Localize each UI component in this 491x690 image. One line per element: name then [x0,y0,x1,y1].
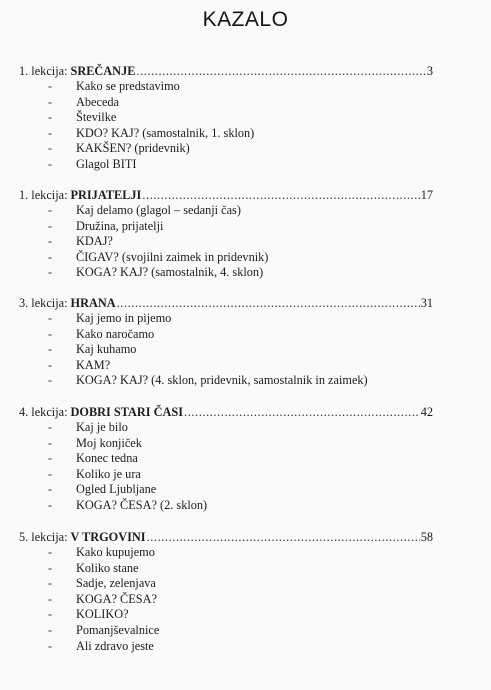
bullet-dash: - [48,622,53,637]
bullet-dash: - [48,435,53,450]
lesson-heading[interactable] [19,405,433,420]
lesson-name: HRANA [70,296,116,310]
lesson-page-number: 17 [420,188,433,202]
lesson-page-number: 58 [420,530,433,544]
topic-label: ČIGAV? (svojilni zaimek in pridevnik) [76,249,269,264]
topic-label: Številke [76,110,117,125]
bullet-dash: - [48,79,53,93]
lesson-page-number: 42 [420,405,433,419]
lesson-name: V TRGOVINI [70,530,146,544]
lesson-block [19,405,433,514]
lesson-block [19,64,433,173]
bullet-dash: - [48,638,53,653]
topic-label: Ali zdravo jeste [76,638,154,653]
topic-label: Pomanjševalnice [76,622,160,637]
topic-label: KDO? KAJ? (samostalnik, 1. sklon) [76,125,255,140]
topic-label: Družina, prijatelji [76,218,164,233]
page-title: KAZALO [202,8,289,31]
lesson-number: 3. lekcija: [19,296,68,310]
bullet-dash: - [48,497,53,512]
list-item [19,141,433,157]
topic-label: Moj konjiček [76,435,142,450]
list-item [19,219,433,235]
dot-leader [117,296,420,311]
lesson-heading[interactable] [19,64,433,79]
topic-list [19,420,433,514]
bullet-dash: - [48,265,53,280]
lesson-heading[interactable] [19,530,433,545]
list-item [19,451,433,467]
lesson-heading[interactable] [19,296,433,311]
bullet-dash: - [48,607,53,622]
bullet-dash: - [48,482,53,497]
bullet-dash: - [48,110,53,125]
topic-list [19,311,433,389]
list-item [19,436,433,452]
lesson-block [19,188,433,281]
topic-label: Kako kupujemo [76,545,155,559]
lesson-heading[interactable] [19,188,433,203]
topic-label: Koliko je ura [76,466,141,481]
list-item [19,561,433,577]
topic-label: KAM? [76,357,111,372]
lesson-block [19,530,433,654]
topic-label: KAKŠEN? (pridevnik) [76,141,190,156]
lesson-page-number: 3 [426,64,433,78]
bullet-dash: - [48,451,53,466]
topic-label: KOGA? KAJ? (4. sklon, pridevnik, samostalnik in zaimek) [76,373,368,388]
topic-label: Kaj delamo (glagol – sedanji čas) [76,203,241,217]
list-item [19,639,433,655]
topic-label: Kaj kuhamo [76,342,137,357]
list-item [19,234,433,250]
dot-leader [184,405,420,420]
dot-leader [136,64,425,79]
topic-label: Kako naročamo [76,326,155,341]
list-item [19,592,433,608]
list-item [19,327,433,343]
topic-list [19,545,433,654]
list-item [19,311,433,327]
topic-label: KOGA? KAJ? (samostalnik, 4. sklon) [76,265,264,280]
topic-label: Kako se predstavimo [76,79,180,93]
list-item [19,420,433,436]
bullet-dash: - [48,560,53,575]
list-item [19,498,433,514]
list-item [19,607,433,623]
list-item [19,623,433,639]
bullet-dash: - [48,125,53,140]
list-item [19,482,433,498]
list-item [19,250,433,266]
topic-label: Ogled Ljubljane [76,482,157,497]
bullet-dash: - [48,326,53,341]
bullet-dash: - [48,311,53,325]
topic-label: Konec tedna [76,451,138,466]
list-item [19,265,433,281]
bullet-dash: - [48,420,53,434]
list-item [19,203,433,219]
bullet-dash: - [48,545,53,559]
list-item [19,373,433,389]
bullet-dash: - [48,342,53,357]
bullet-dash: - [48,203,53,217]
lesson-page-number: 31 [420,296,433,310]
topic-label: Kaj je bilo [76,420,128,434]
topic-list [19,79,433,173]
lesson-name: SREČANJE [70,64,136,78]
bullet-dash: - [48,141,53,156]
topic-label: KOGA? ČESA? (2. sklon) [76,497,208,512]
bullet-dash: - [48,373,53,388]
list-item [19,358,433,374]
topic-list [19,203,433,281]
list-item [19,157,433,173]
lesson-name: DOBRI STARI ČASI [70,405,184,419]
list-item [19,467,433,483]
topic-label: Sadje, zelenjava [76,576,156,591]
bullet-dash: - [48,218,53,233]
lesson-number: 4. lekcija: [19,405,68,419]
topic-label: Koliko stane [76,560,139,575]
topic-label: Abeceda [76,94,120,109]
bullet-dash: - [48,357,53,372]
dot-leader [147,530,420,545]
topic-label: Kaj jemo in pijemo [76,311,172,325]
lesson-name: PRIJATELJI [70,188,142,202]
bullet-dash: - [48,94,53,109]
topic-label: KOLIKO? [76,607,129,622]
list-item [19,95,433,111]
topic-label: Glagol BITI [76,156,137,171]
bullet-dash: - [48,591,53,606]
list-item [19,110,433,126]
lesson-number: 1. lekcija: [19,64,68,78]
bullet-dash: - [48,466,53,481]
topic-label: KOGA? ČESA? [76,591,157,606]
list-item [19,79,433,95]
bullet-dash: - [48,249,53,264]
list-item [19,576,433,592]
bullet-dash: - [48,156,53,171]
lesson-number: 1. lekcija: [19,188,68,202]
topic-label: KDAJ? [76,234,113,249]
bullet-dash: - [48,576,53,591]
dot-leader [142,188,419,203]
list-item [19,545,433,561]
bullet-dash: - [48,234,53,249]
lesson-block [19,296,433,389]
list-item [19,126,433,142]
lesson-number: 5. lekcija: [19,530,68,544]
list-item [19,342,433,358]
